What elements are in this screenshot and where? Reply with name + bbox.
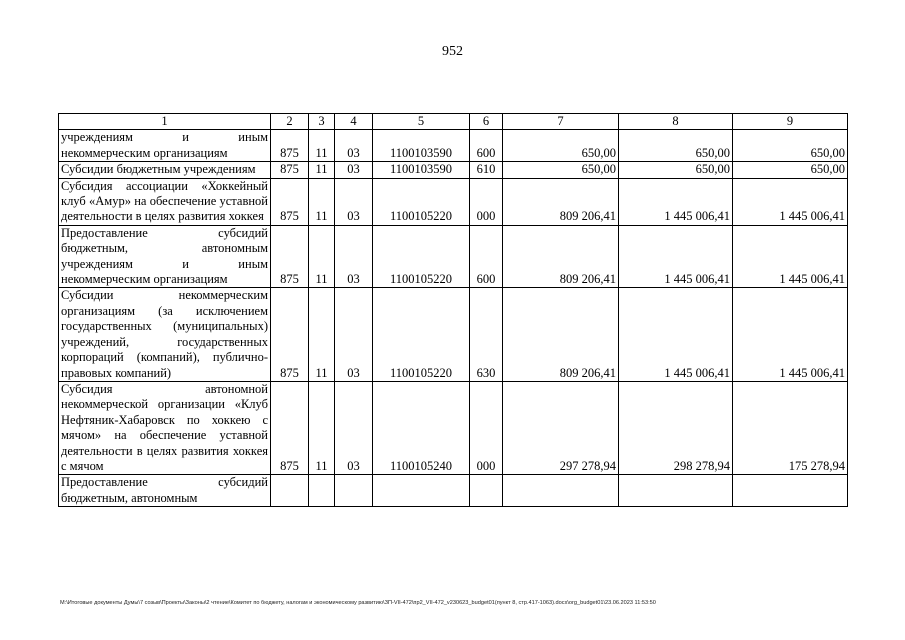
- cell-glava: 875: [271, 130, 309, 162]
- column-header: 6: [470, 114, 503, 130]
- row-name: Субсидия автономной некоммерческой организации «Клуб Нефтяник-Хабаровск по хоккею с мячом» на обеспечение уставной деятельности в целях развития хоккея с мячом: [59, 381, 271, 474]
- cell-amount: 809 206,41: [503, 178, 619, 225]
- cell-glava: 875: [271, 178, 309, 225]
- column-header: 7: [503, 114, 619, 130]
- cell-podrazdel: 03: [335, 288, 373, 381]
- budget-table: [58, 113, 848, 507]
- cell-amount: [733, 475, 848, 507]
- cell-amount: 809 206,41: [503, 288, 619, 381]
- cell-podrazdel: [335, 475, 373, 507]
- cell-razdel: 11: [309, 130, 335, 162]
- cell-amount: 1 445 006,41: [733, 288, 848, 381]
- column-header: 5: [373, 114, 470, 130]
- table-row: [59, 381, 848, 474]
- cell-podrazdel: 03: [335, 381, 373, 474]
- column-header: 4: [335, 114, 373, 130]
- cell-amount: 650,00: [733, 130, 848, 162]
- cell-target-code: 1100105220: [373, 178, 470, 225]
- cell-target-code: 1100105240: [373, 381, 470, 474]
- cell-target-code: 1100105220: [373, 225, 470, 288]
- cell-amount: 1 445 006,41: [619, 225, 733, 288]
- table-row: [59, 130, 848, 162]
- column-header: 1: [59, 114, 271, 130]
- cell-target-code: 1100105220: [373, 288, 470, 381]
- row-name: Предоставление субсидий бюджетным, автономным учреждениям и иным некоммерческим организациям: [59, 225, 271, 288]
- table-row: [59, 162, 848, 178]
- cell-razdel: [309, 475, 335, 507]
- column-header: 8: [619, 114, 733, 130]
- cell-amount: 650,00: [503, 162, 619, 178]
- cell-amount: 1 445 006,41: [733, 178, 848, 225]
- page-number: 952: [442, 44, 463, 59]
- cell-amount: [503, 475, 619, 507]
- cell-glava: 875: [271, 288, 309, 381]
- cell-expense-type: 600: [470, 225, 503, 288]
- cell-podrazdel: 03: [335, 225, 373, 288]
- cell-glava: 875: [271, 162, 309, 178]
- cell-podrazdel: 03: [335, 130, 373, 162]
- cell-expense-type: 000: [470, 381, 503, 474]
- table-row: [59, 475, 848, 507]
- cell-razdel: 11: [309, 225, 335, 288]
- cell-amount: 297 278,94: [503, 381, 619, 474]
- cell-amount: 650,00: [503, 130, 619, 162]
- cell-target-code: 1100103590: [373, 162, 470, 178]
- cell-target-code: [373, 475, 470, 507]
- cell-expense-type: 000: [470, 178, 503, 225]
- cell-expense-type: 600: [470, 130, 503, 162]
- column-header: 3: [309, 114, 335, 130]
- cell-razdel: 11: [309, 162, 335, 178]
- cell-glava: 875: [271, 225, 309, 288]
- row-name: Субсидия ассоциации «Хоккейный клуб «Амур» на обеспечение уставной деятельности в целях развития хоккея: [59, 178, 271, 225]
- cell-amount: 650,00: [619, 130, 733, 162]
- cell-amount: 298 278,94: [619, 381, 733, 474]
- cell-amount: 650,00: [619, 162, 733, 178]
- table-header-row: [59, 114, 848, 130]
- cell-amount: 650,00: [733, 162, 848, 178]
- table-row: [59, 288, 848, 381]
- cell-target-code: 1100103590: [373, 130, 470, 162]
- cell-expense-type: 610: [470, 162, 503, 178]
- cell-amount: [619, 475, 733, 507]
- cell-expense-type: [470, 475, 503, 507]
- cell-razdel: 11: [309, 178, 335, 225]
- cell-podrazdel: 03: [335, 162, 373, 178]
- cell-amount: 1 445 006,41: [619, 288, 733, 381]
- cell-glava: [271, 475, 309, 507]
- cell-amount: 175 278,94: [733, 381, 848, 474]
- cell-razdel: 11: [309, 288, 335, 381]
- row-name: учреждениям и иным некоммерческим организациям: [59, 130, 271, 162]
- cell-podrazdel: 03: [335, 178, 373, 225]
- cell-razdel: 11: [309, 381, 335, 474]
- cell-glava: 875: [271, 381, 309, 474]
- column-header: 9: [733, 114, 848, 130]
- row-name: Предоставление субсидий бюджетным, автономным: [59, 475, 271, 507]
- row-name: Субсидии некоммерческим организациям (за исключением государственных (муниципальных) учреждений, государственных корпораций (компаний), публично-правовых компаний): [59, 288, 271, 381]
- row-name: Субсидии бюджетным учреждениям: [59, 162, 271, 178]
- column-header: 2: [271, 114, 309, 130]
- cell-expense-type: 630: [470, 288, 503, 381]
- footer-file-path: М:\Итоговые документы Думы\7 созыв\Проекты\Законы\2 чтение\Комитет по бюджету, налогам и экономическому развитию\ЗП-VII-472\пр2_VII-472_v230623_budget01(пункт 8, стр.417-1063).docx\org_budget01\23.06.2023 11:53:50: [60, 600, 656, 606]
- cell-amount: 809 206,41: [503, 225, 619, 288]
- table-row: [59, 178, 848, 225]
- cell-amount: 1 445 006,41: [619, 178, 733, 225]
- table-row: [59, 225, 848, 288]
- cell-amount: 1 445 006,41: [733, 225, 848, 288]
